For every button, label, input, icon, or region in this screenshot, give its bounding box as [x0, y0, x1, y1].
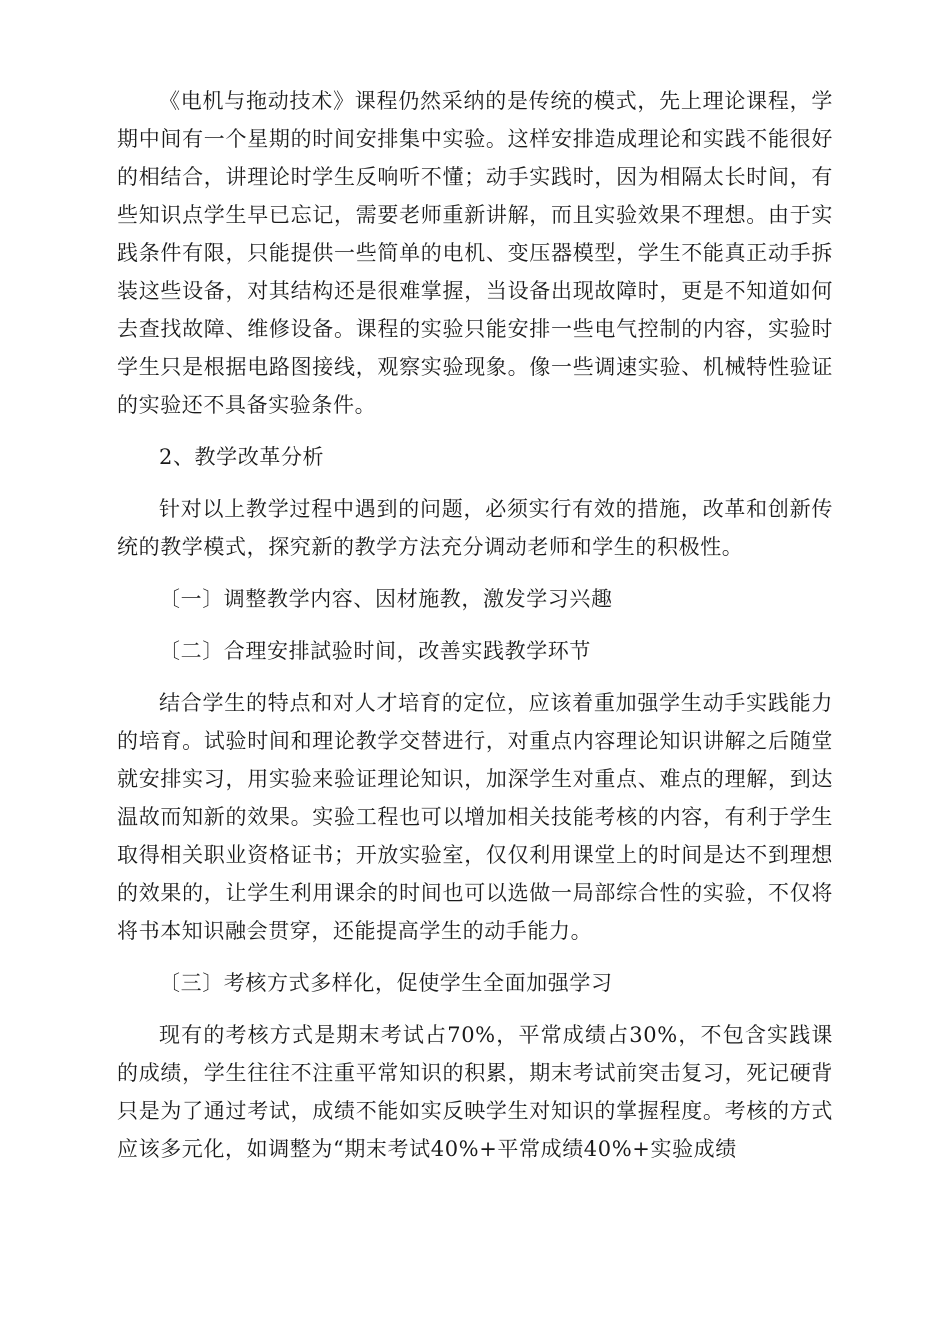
paragraph-assessment: 现有的考核方式是期末考试占70%，平常成绩占30%，不包含实践课的成绩，学生往往不注重平常知识的积累，期末考试前突击复习，死记硬背只是为了通过考试，成绩不能如实反映学生对知识的掌握程度。考核的方式应该多元化，如调整为“期末考试40%+平常成绩40%+实验成绩 — [117, 1023, 833, 1161]
paragraph-reform-intro: 针对以上教学过程中遇到的问题，必须实行有效的措施，改革和创新传统的教学模式，探究新的教学方法充分调动老师和学生的积极性。 — [117, 497, 833, 559]
heading-section-two: 〔二〕合理安排試验时间，改善实践教学环节 — [159, 639, 591, 663]
paragraph-course-status: 《电机与拖动技术》课程仍然采纳的是传统的模式，先上理论课程，学期中间有一个星期的时间安排集中实验。这样安排造成理论和实践不能很好的相结合，讲理论时学生反响听不懂；动手实践时，因为相隔太长时间，有些知识点学生早已忘记，需要老师重新讲解，而且实验效果不理想。由于实践条件有限，只能提供一些简单的电机、变压器模型，学生不能真正动手拆装这些设备，对其结构还是很难掌握，当设备出现故障时，更是不知道如何去查找故障、维修设备。课程的实验只能安排一些电气控制的内容，实验时学生只是根据电路图接线，观察实验现象。像一些调速实验、机械特性验证的实验还不具备实验条件。 — [117, 89, 833, 417]
document-body — [117, 82, 833, 1168]
heading-section-one: 〔一〕调整教学内容、因材施教，激发学习兴趣 — [159, 587, 613, 611]
heading-section-three: 〔三〕考核方式多样化，促使学生全面加强学习 — [159, 971, 613, 995]
heading-reform-analysis: 2、教学改革分析 — [159, 445, 325, 469]
paragraph-practice-teaching: 结合学生的特点和对人才培育的定位，应该着重加强学生动手实践能力的培育。试验时间和理论教学交替进行，对重点内容理论知识讲解之后随堂就安排实习，用实验来验证理论知识，加深学生对重点、难点的理解，到达温故而知新的效果。实验工程也可以增加相关技能考核的内容，有利于学生取得相关职业资格证书；开放实验室，仅仅利用课堂上的时间是达不到理想的效果的，让学生利用课余的时间也可以选做一局部综合性的实验，不仅将将书本知识融会贯穿，还能提高学生的动手能力。 — [117, 691, 833, 943]
